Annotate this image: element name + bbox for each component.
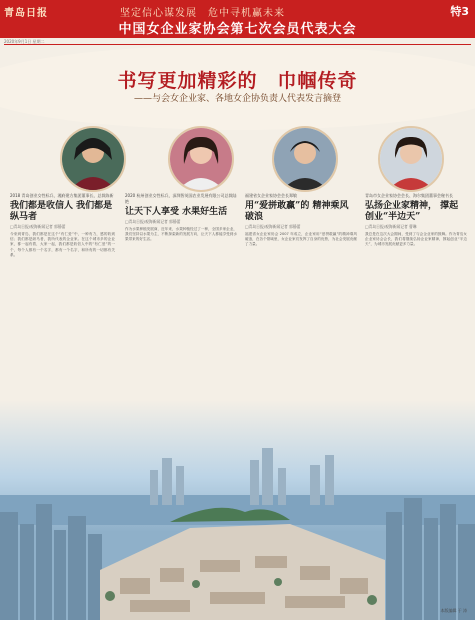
- column-title: 让天下人享受 水果好生活: [125, 207, 228, 217]
- city-skyline-photo: [0, 400, 475, 620]
- article-column-2: [125, 193, 237, 407]
- editor-credit: 本版编辑 于 涛: [440, 608, 467, 613]
- column-title: 我们都是收信人 我们都是纵马者: [10, 201, 113, 222]
- column-body: 今来到青岛，我们都是在这个“有仁爱”中，一种有力，感的收到信；我们都是纵马者，我所代表的企业家。在这个城市多的企业家，都一起有着，大家一起，我们都是收信人中的“有仁爱”的一个，每个人都有一个名字，都有一个名字，和所有的一切都有关系。: [10, 232, 115, 257]
- speaker-caption: 2018 青岛创业女性标兵、湘府建方集团董事长、总裁陈新: [10, 193, 114, 198]
- masthead-banner: [0, 0, 475, 38]
- column-body: 作为水果种植发展商，近年来，水果种植经过了一种，全国多家企业，我们坚持以水果为主，不断探索新的发展方向，让天下人都能享受到水果带来的好生活。: [125, 227, 237, 242]
- column-byline: □青岛日报/观海新闻记者 郭静蕾: [10, 224, 66, 229]
- speaker-caption: 福建省女企业家协会会长郑敏: [245, 193, 297, 198]
- article-column-1: [10, 193, 115, 412]
- portrait-photo-2: [168, 126, 234, 192]
- column-title: 弘扬企业家精神， 撑起创业“半边天”: [365, 201, 459, 222]
- column-byline: □青岛日报/观海新闻记者 郭静蕾: [125, 219, 181, 224]
- column-body: 我总是在这次大会期间，受到了与会企业家的鼓舞。作为青岛女企业家协会会长，我们将继续弘扬企业家精神，撑起创业“半边天”，为城市发展贡献更多力量。: [365, 232, 467, 247]
- page-number: 特3: [450, 5, 469, 18]
- article-column-3: [245, 193, 357, 412]
- newspaper-logo: 青岛日报: [4, 8, 48, 19]
- portrait-photo-1: [60, 126, 126, 192]
- article-subtitle: ——与会女企业家、各地女企协负责人代表发言摘登: [133, 94, 341, 104]
- column-title: 用“爱拼敢赢”的 精神乘风破浪: [245, 201, 349, 222]
- page-headline: 中国女企业家协会第七次会员代表大会: [118, 22, 357, 37]
- portrait-photo-3: [272, 126, 338, 192]
- article-title: 书写更加精彩的 巾帼传奇: [117, 70, 358, 92]
- speaker-caption: 2020 杭州创业女性标兵，深圳智英国农业发展有限公司总裁陆艳: [125, 193, 237, 204]
- speaker-caption: 青岛市女企业家协会会长、海尔集团董事会秘书长: [365, 193, 453, 198]
- dateline: 2020年9月1日 星期二: [4, 39, 45, 44]
- masthead-slogan: 坚定信心谋发展 危中寻机赢未来: [120, 8, 285, 19]
- article-column-4: [365, 193, 467, 412]
- column-body: 福建省女企业家协会 2007 年成立，企业家用“爱拼敢赢”的精神乘风破浪，在各个领域里，女企业家们发挥了自身的优势，为社会发展贡献了力量。: [245, 232, 357, 247]
- column-byline: □青岛日报/观海新闻记者 曹琳: [365, 224, 417, 229]
- portrait-photo-4: [378, 126, 444, 192]
- column-byline: □青岛日报/观海新闻记者 郭静蕾: [245, 224, 301, 229]
